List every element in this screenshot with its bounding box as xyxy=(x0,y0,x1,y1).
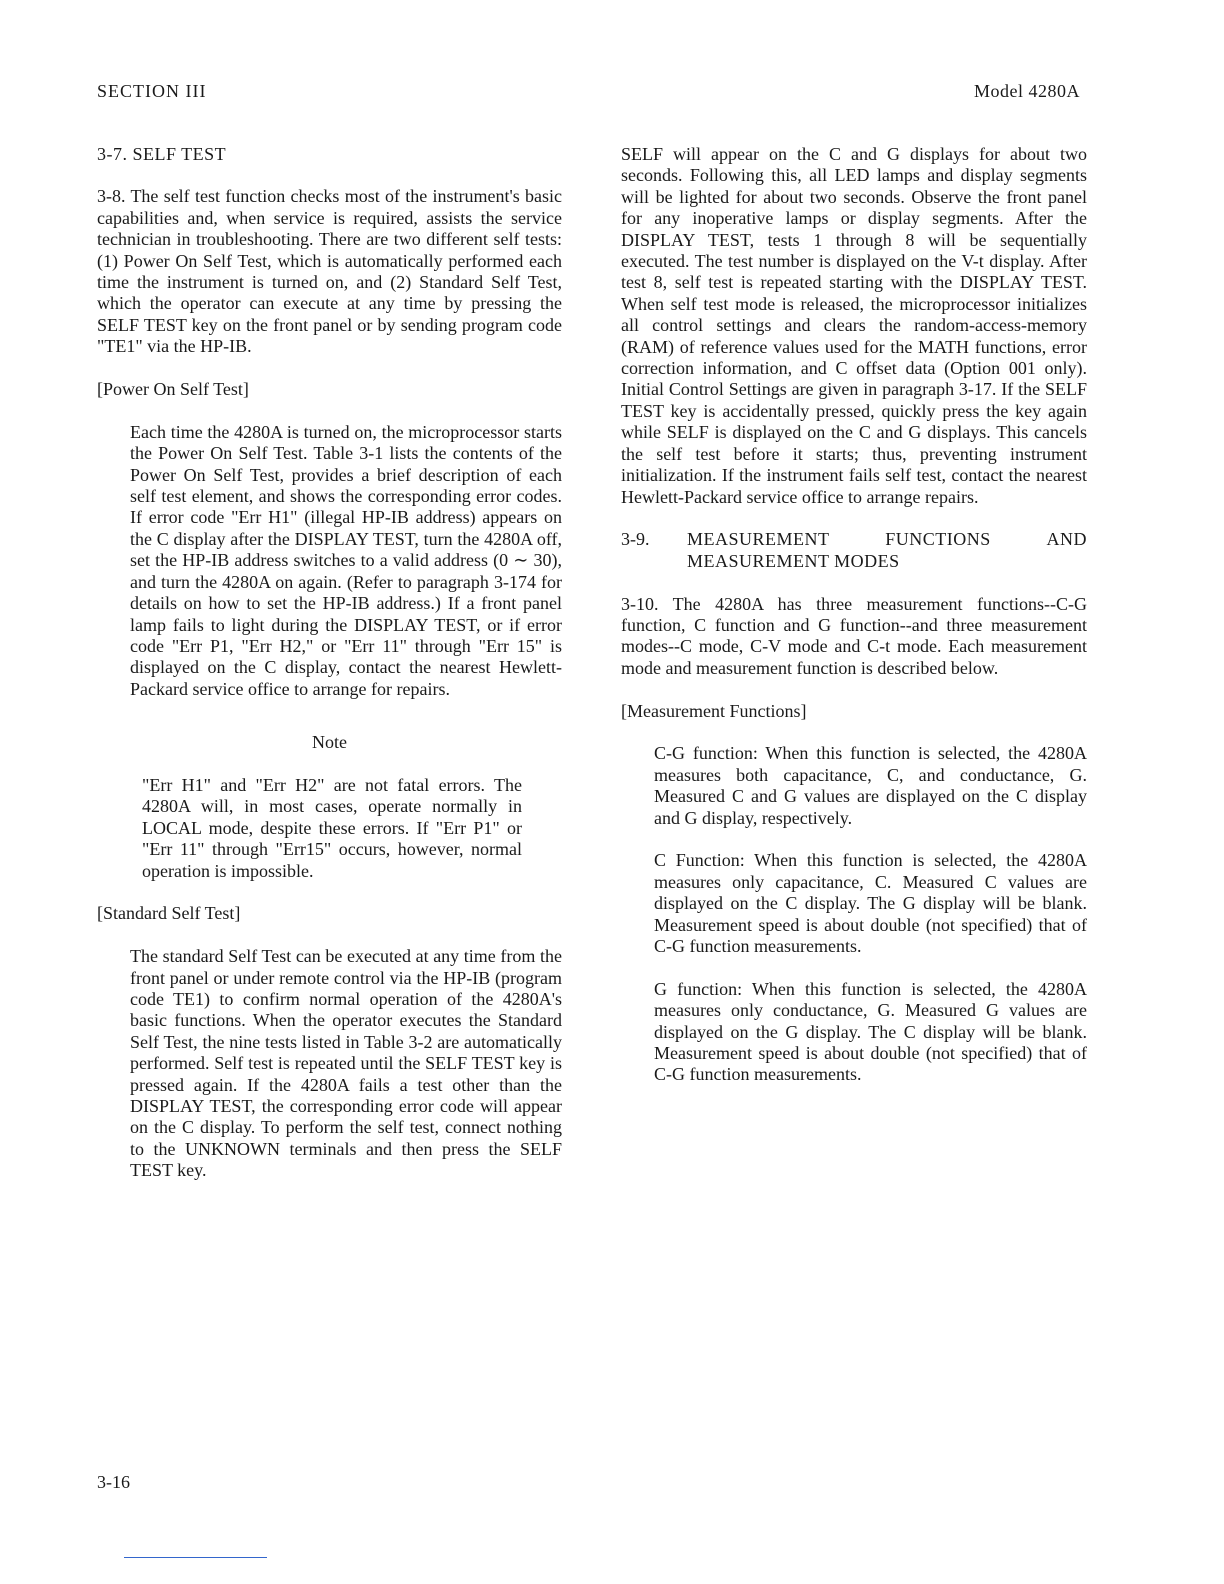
measurement-functions-label: [Measurement Functions] xyxy=(621,700,807,721)
section-title-line-2: MEASUREMENT MODES xyxy=(687,550,900,571)
section-title-word-3: AND xyxy=(1046,529,1087,550)
paragraph-3-10: 3-10. The 4280A has three measurement functions--C-G function, C function and G function--and three measurement modes--C mode, C-V mode and C-t mode. Each measurement mode and measurement function is described below. xyxy=(621,593,1087,678)
model-header: Model 4280A xyxy=(974,81,1080,101)
section-title-word-1: MEASUREMENT xyxy=(687,529,830,550)
self-test-heading: 3-7. SELF TEST xyxy=(97,144,227,164)
cg-function-text: C-G function: When this function is selected, the 4280A measures both capacitance, C, and conductance, G. Measured C and G values are displayed on the C display and G display, respectively. xyxy=(654,743,1087,828)
note-title: Note xyxy=(312,732,347,753)
section-title xyxy=(687,529,1087,572)
footer-rule xyxy=(124,1557,267,1558)
right-column xyxy=(621,144,1087,1107)
standard-self-test-label: [Standard Self Test] xyxy=(97,903,241,924)
note-text: "Err H1" and "Err H2" are not fatal errors. The 4280A will, in most cases, operate normally in LOCAL mode, despite these errors. If "Err P1" or "Err 11" through "Err15" occurs, however, normal operation is impossible. xyxy=(142,774,522,881)
left-column xyxy=(97,144,562,1203)
measurement-section-heading xyxy=(621,529,1087,572)
g-function-text: G function: When this function is selected, the 4280A measures only conductance, G. Measured G values are displayed on the G display. The C display will be blank. Measurement speed is about double (not specified) that of C-G function measurements. xyxy=(654,978,1087,1085)
power-on-self-test-text: Each time the 4280A is turned on, the microprocessor starts the Power On Self Test. Table 3-1 lists the contents of the Power On Self Test, provides a brief description of each self test element, and shows the corresponding error codes. If error code "Err H1" (illegal HP-IB address) appears on the C display after the DISPLAY TEST, turn the 4280A off, set the HP-IB address switches to a valid address (0 ∼ 30), and turn the 4280A on again. (Refer to paragraph 3-174 for details on how to set the HP-IB address.) If a front panel lamp fails to light during the DISPLAY TEST, or if error code "Err P1, "Err H2," or "Err 11" through "Err 15" is displayed on the C display, contact the nearest Hewlett-Packard service office to arrange for repairs. xyxy=(130,421,562,699)
standard-self-test-text: The standard Self Test can be executed at any time from the front panel or under remote control via the HP-IB (program code TE1) to confirm normal operation of the 4280A's basic functions. When the operator executes the Standard Self Test, the nine tests listed in Table 3-2 are automatically performed. Self test is repeated until the SELF TEST key is pressed again. If the 4280A fails a test other than the DISPLAY TEST, the corresponding error code will appear on the C display. To perform the self test, connect nothing to the UNKNOWN terminals and then press the SELF TEST key. xyxy=(130,946,562,1181)
section-number: 3-9. xyxy=(621,529,650,550)
section-header: SECTION III xyxy=(97,81,207,101)
paragraph-3-8: 3-8. The self test function checks most of the instrument's basic capabilities and, when service is required, assists the service technician in troubleshooting. There are two different self tests: (1) Power On Self Test, which is automatically performed each time the instrument is turned on, and (2) Standard Self Test, which the operator can execute at any time by pressing the SELF TEST key on the front panel or by sending program code "TE1" via the HP-IB. xyxy=(97,186,562,357)
section-title-line-1 xyxy=(687,529,1087,550)
section-title-word-2: FUNCTIONS xyxy=(885,529,991,550)
c-function-text: C Function: When this function is selected, the 4280A measures only capacitance, C. Measured C values are displayed on the C display. The G display will be blank. Measurement speed is about double (not specified) that of C-G function measurements. xyxy=(654,850,1087,956)
self-test-continued-text: SELF will appear on the C and G displays for about two seconds. Following this, all LED lamps and display segments will be lighted for about two seconds. Observe the front panel for any inoperative lamps or display segments. After the DISPLAY TEST, tests 1 through 8 will be sequentially executed. The test number is displayed on the V-t display. After test 8, self test is repeated starting with the DISPLAY TEST. When self test mode is released, the microprocessor initializes all control settings and clears the random-access-memory (RAM) of reference values used for the MATH functions, error correction information, and C offset data (Option 001 only). Initial Control Settings are given in paragraph 3-17. If the SELF TEST key is accidentally pressed, quickly press the key again while SELF is displayed on the C and G displays. This cancels the self test before it starts; thus, preventing instrument initialization. If the instrument fails self test, contact the nearest Hewlett-Packard service office to arrange repairs. xyxy=(621,144,1087,507)
page-number: 3-16 xyxy=(97,1472,130,1492)
power-on-self-test-label: [Power On Self Test] xyxy=(97,379,249,400)
